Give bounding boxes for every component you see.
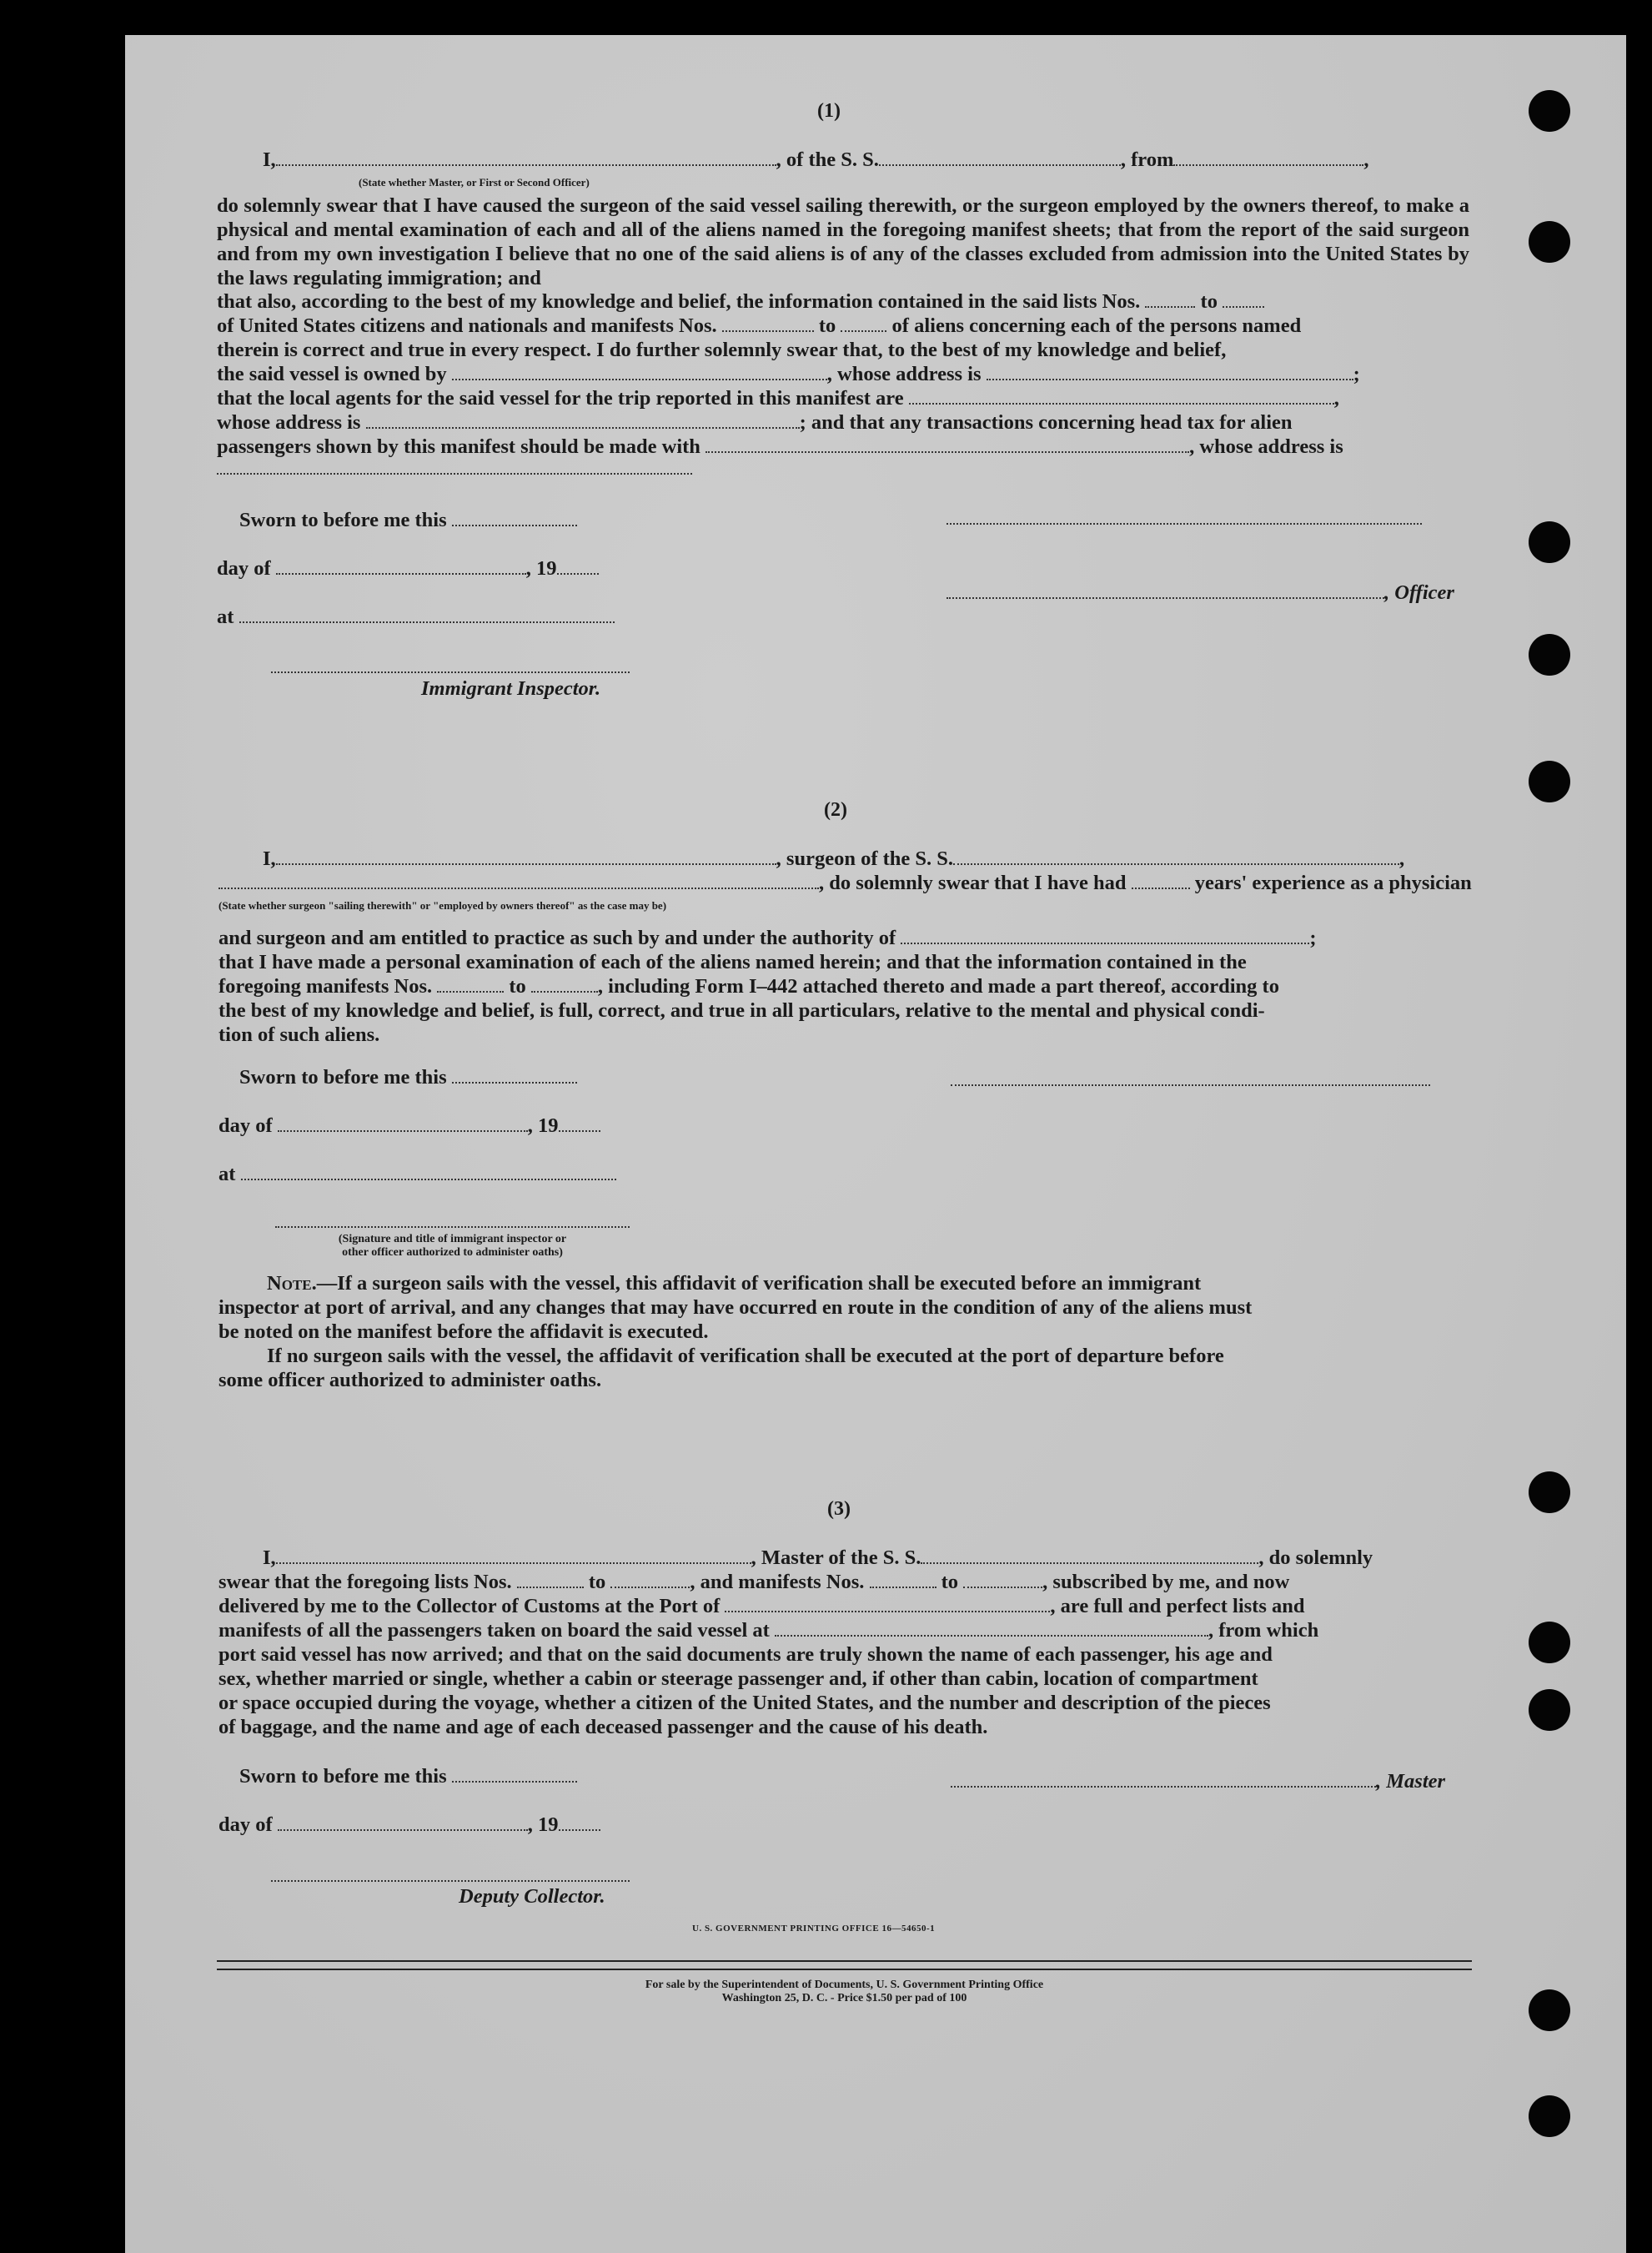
s1-therein-line: therein is correct and true in every respect. I do further solemnly swear that, to the best of my knowledge and belief, [217, 339, 1227, 361]
s1-line1: I, , of the S. S. , from , [263, 148, 1369, 171]
s2-line5: foregoing manifests Nos. to , including Form I–442 attached thereto and made a part thereof, according to [218, 975, 1279, 998]
s3-master: , Master [951, 1770, 1445, 1793]
s1-day-of: day of , 19 [217, 557, 599, 581]
s3-day-of: day of , 19 [218, 1813, 600, 1837]
s2-note-5: some officer authorized to administer oaths. [218, 1369, 602, 1391]
punch-hole [1529, 521, 1570, 563]
punch-hole [1529, 1689, 1570, 1731]
s1-inspector-signature-line [271, 671, 630, 673]
s1-address-rule [217, 473, 692, 475]
footer-rule-2 [217, 1969, 1472, 1970]
s3-collector-signature-line [271, 1880, 630, 1882]
s3-line8: of baggage, and the name and age of each deceased passenger and the cause of his death. [218, 1716, 988, 1738]
s1-citizens-line: of United States citizens and nationals and manifests Nos. to of aliens concerning each of the persons named [217, 314, 1302, 337]
sale-notice-1: For sale by the Superintendent of Documents, U. S. Government Printing Office [645, 1979, 1044, 1991]
s3-collector-label: Deputy Collector. [459, 1885, 605, 1908]
form-page [125, 35, 1626, 2253]
s3-line1: I, , Master of the S. S. , do solemnly [263, 1546, 1373, 1569]
s2-note-2: inspector at port of arrival, and any changes that may have occurred en route in the condition of any of the aliens must [218, 1296, 1253, 1319]
s3-line3: delivered by me to the Collector of Customs at the Port of , are full and perfect lists and [218, 1595, 1305, 1617]
s3-line4: manifests of all the passengers taken on board the said vessel at , from which [218, 1619, 1319, 1642]
s2-note-4: If no surgeon sails with the vessel, the affidavit of verification shall be executed at the port of departure before [267, 1345, 1224, 1367]
s2-sig-caption-1: (Signature and title of immigrant inspector or [338, 1233, 567, 1245]
sale-notice-2: Washington 25, D. C. - Price $1.50 per pad of 100 [721, 1992, 967, 2004]
punch-hole [1529, 221, 1570, 263]
s1-passengers-line: passengers shown by this manifest should be made with , whose address is [217, 435, 1343, 458]
s1-at: at [217, 606, 615, 629]
s2-note-3: be noted on the manifest before the affidavit is executed. [218, 1320, 709, 1343]
s1-caption: (State whether Master, or First or Second Officer) [359, 176, 590, 189]
s2-inspector-signature-line [275, 1226, 630, 1228]
punch-hole [1529, 634, 1570, 676]
s1-lists-line: that also, according to the best of my knowledge and belief, the information contained in the said lists Nos. to [217, 290, 1264, 314]
section-1-number: (1) [817, 100, 841, 122]
punch-hole [1529, 2095, 1570, 2137]
punch-hole [1529, 761, 1570, 802]
s3-line7: or space occupied during the voyage, whether a citizen of the United States, and the number and description of the pieces [218, 1692, 1271, 1714]
s1-officer: , Officer [947, 581, 1454, 605]
punch-hole [1529, 90, 1570, 132]
s2-note-1: Note.—If a surgeon sails with the vessel, this affidavit of verification shall be executed before an immigrant [267, 1272, 1202, 1295]
s2-line1: I, , surgeon of the S. S. , [263, 847, 1405, 870]
section-2-number: (2) [824, 799, 847, 821]
s2-at: at [218, 1163, 616, 1186]
s1-inspector-label: Immigrant Inspector. [421, 677, 601, 700]
s3-line5: port said vessel has now arrived; and that on the said documents are truly shown the name of each passenger, his age and [218, 1643, 1273, 1666]
punch-hole [1529, 1471, 1570, 1513]
s3-line6: sex, whether married or single, whether a cabin or steerage passenger and, if other than cabin, location of compartment [218, 1667, 1258, 1690]
s3-line2: swear that the foregoing lists Nos. to , and manifests Nos. to , subscribed by me, and now [218, 1571, 1290, 1593]
s1-paragraph: do solemnly swear that I have caused the surgeon of the said vessel sailing therewith, or the surgeon employed by the owners thereof, to make a physical and mental examination of each and all of the aliens named in the foregoing manifest sheets; that from the report of the said surgeon and from my own investigation I believe that no one of the said aliens is of any of the classes excluded from admission into the United States by the laws regulating immigration; and [217, 194, 1469, 289]
s1-officer-signature-line-1 [947, 523, 1422, 525]
s2-line4: that I have made a personal examination of each of the aliens named herein; and that the information contained in the [218, 951, 1247, 973]
punch-hole [1529, 1622, 1570, 1663]
footer-rule-1 [217, 1960, 1472, 1962]
s3-sworn: Sworn to before me this [239, 1765, 577, 1788]
s2-line2: , do solemnly swear that I have had years' experience as a physician [218, 872, 1472, 895]
section-3-number: (3) [827, 1498, 851, 1520]
s1-whose-line: whose address is ; and that any transactions concerning head tax for alien [217, 411, 1293, 434]
s2-sworn: Sworn to before me this [239, 1066, 577, 1089]
s2-sig-caption-2: other officer authorized to administer oaths) [342, 1246, 563, 1259]
s2-line7: tion of such aliens. [218, 1023, 380, 1046]
s2-caption: (State whether surgeon "sailing therewith" or "employed by owners thereof" as the case may be) [218, 899, 667, 912]
s1-sworn: Sworn to before me this [239, 509, 577, 532]
s2-surgeon-signature-line [951, 1084, 1430, 1086]
s1-owned-line: the said vessel is owned by , whose address is ; [217, 363, 1360, 385]
s2-line6: the best of my knowledge and belief, is full, correct, and true in all particulars, relative to the mental and physical condi- [218, 999, 1265, 1022]
punch-hole [1529, 1989, 1570, 2031]
s1-agents-line: that the local agents for the said vessel for the trip reported in this manifest are , [217, 387, 1339, 410]
gpo-imprint: U. S. GOVERNMENT PRINTING OFFICE 16—54650-1 [692, 1924, 936, 1934]
s2-day-of: day of , 19 [218, 1114, 600, 1138]
s2-line3: and surgeon and am entitled to practice as such by and under the authority of ; [218, 927, 1317, 949]
